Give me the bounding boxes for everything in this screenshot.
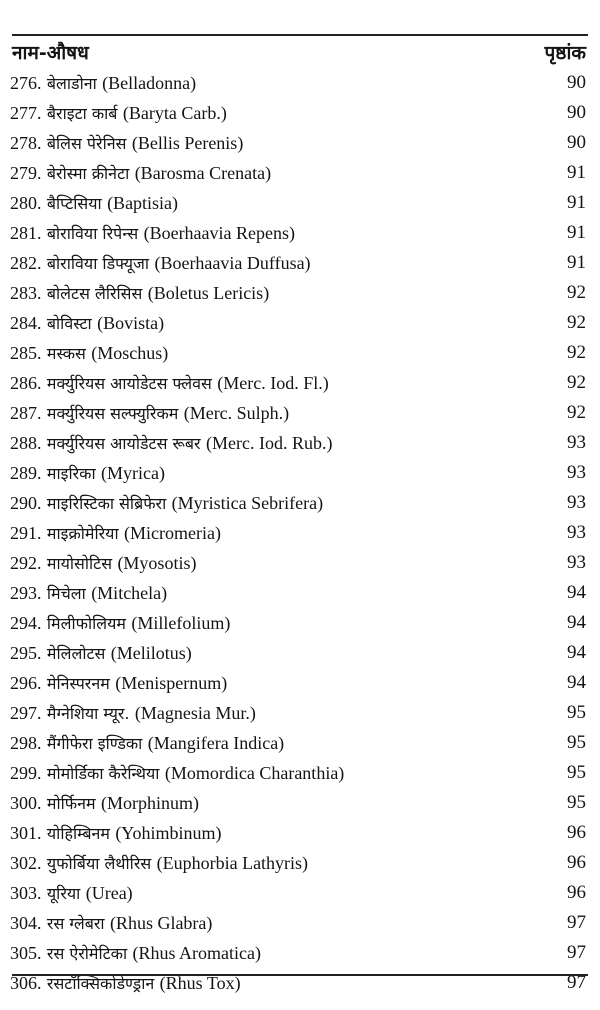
list-item — [10, 398, 586, 428]
entry-text — [10, 222, 295, 244]
page-number: 97 — [567, 972, 586, 993]
list-item — [10, 68, 586, 98]
entry-number: 287. — [10, 403, 42, 423]
list-item — [10, 428, 586, 458]
remedy-name-hindi: माइरिका — [46, 464, 96, 483]
page-column-header: पृष्ठांक — [544, 42, 586, 64]
list-item — [10, 368, 586, 398]
entry-number: 303. — [10, 883, 42, 903]
remedy-name-latin: (Merc. Iod. Rub.) — [206, 433, 333, 453]
list-item — [10, 308, 586, 338]
remedy-name-latin: (Barosma Crenata) — [134, 163, 272, 183]
remedy-name-hindi: बेरोस्मा क्रीनेटा — [46, 164, 130, 183]
remedy-name-hindi: मस्कस — [46, 344, 86, 363]
table-header — [12, 38, 586, 66]
page-number: 93 — [567, 432, 586, 453]
entry-number: 286. — [10, 373, 42, 393]
entry-text — [10, 822, 222, 844]
entry-text — [10, 402, 289, 424]
remedy-name-hindi: मर्क्युरियस आयोडेटस फ्लेवस — [46, 374, 212, 393]
entry-text — [10, 912, 212, 934]
remedy-name-latin: (Momordica Charanthia) — [164, 763, 345, 783]
entry-text — [10, 462, 165, 484]
entry-text — [10, 432, 332, 454]
entry-number: 278. — [10, 133, 42, 153]
entry-text — [10, 522, 221, 544]
list-item — [10, 188, 586, 218]
entry-number: 305. — [10, 943, 42, 963]
remedy-name-hindi: बैराइटा कार्ब — [46, 104, 118, 123]
list-item — [10, 728, 586, 758]
remedy-name-hindi: मेलिलोटस — [46, 644, 106, 663]
list-item — [10, 458, 586, 488]
remedy-name-hindi: रसटॉक्सिकोडेण्ड्रान — [46, 974, 155, 993]
page-number: 96 — [567, 882, 586, 903]
page-number: 92 — [567, 282, 586, 303]
entry-text — [10, 792, 199, 814]
entry-text — [10, 882, 133, 904]
page-number: 95 — [567, 732, 586, 753]
page-number: 91 — [567, 162, 586, 183]
entry-text — [10, 672, 227, 694]
entry-text — [10, 312, 164, 334]
entry-text — [10, 552, 196, 574]
remedy-name-latin: (Moschus) — [91, 343, 169, 363]
page-number: 97 — [567, 942, 586, 963]
entry-number: 302. — [10, 853, 42, 873]
page-number: 96 — [567, 852, 586, 873]
remedy-name-hindi: मैग्नेशिया म्यूर. — [46, 704, 130, 723]
entry-text — [10, 762, 344, 784]
list-item — [10, 638, 586, 668]
top-rule — [12, 34, 588, 36]
remedy-name-latin: (Merc. Sulph.) — [183, 403, 290, 423]
remedy-name-hindi: मोर्फिनम — [46, 794, 96, 813]
entry-number: 284. — [10, 313, 42, 333]
remedy-name-latin: (Merc. Iod. Fl.) — [217, 373, 329, 393]
remedy-name-hindi: युफोर्बिया लैथीरिस — [46, 854, 152, 873]
page-number: 92 — [567, 312, 586, 333]
remedy-name-latin: (Mangifera Indica) — [147, 733, 285, 753]
page-number: 97 — [567, 912, 586, 933]
index-list — [10, 68, 586, 998]
remedy-name-hindi: माइरिस्टिका सेब्रिफेरा — [46, 494, 167, 513]
page-number: 90 — [567, 132, 586, 153]
entry-number: 301. — [10, 823, 42, 843]
remedy-name-hindi: मर्क्युरियस आयोडेटस रूबर — [46, 434, 201, 453]
entry-number: 285. — [10, 343, 42, 363]
entry-number: 283. — [10, 283, 42, 303]
entry-number: 276. — [10, 73, 42, 93]
entry-text — [10, 582, 167, 604]
remedy-name-latin: (Yohimbinum) — [115, 823, 222, 843]
remedy-name-latin: (Millefolium) — [131, 613, 231, 633]
list-item — [10, 668, 586, 698]
list-item — [10, 698, 586, 728]
entry-text — [10, 192, 178, 214]
page-number: 94 — [567, 582, 586, 603]
remedy-name-latin: (Baryta Carb.) — [122, 103, 227, 123]
page-number: 95 — [567, 702, 586, 723]
remedy-name-latin: (Melilotus) — [110, 643, 192, 663]
remedy-name-latin: (Boerhaavia Duffusa) — [154, 253, 311, 273]
remedy-name-hindi: मोमोर्डिका कैरेन्थिया — [46, 764, 160, 783]
list-item — [10, 98, 586, 128]
entry-number: 297. — [10, 703, 42, 723]
entry-number: 289. — [10, 463, 42, 483]
page-number: 93 — [567, 522, 586, 543]
remedy-name-hindi: योहिम्बिनम — [46, 824, 110, 843]
list-item — [10, 908, 586, 938]
entry-text — [10, 732, 284, 754]
remedy-name-latin: (Boerhaavia Repens) — [143, 223, 296, 243]
remedy-name-hindi: बोराविया रिपेन्स — [46, 224, 139, 243]
page-number: 94 — [567, 672, 586, 693]
page-number: 92 — [567, 402, 586, 423]
page-number: 91 — [567, 222, 586, 243]
entry-number: 291. — [10, 523, 42, 543]
entry-number: 279. — [10, 163, 42, 183]
list-item — [10, 938, 586, 968]
page-number: 93 — [567, 552, 586, 573]
entry-text — [10, 132, 243, 154]
page-number: 94 — [567, 612, 586, 633]
page-number: 90 — [567, 72, 586, 93]
page-number: 93 — [567, 492, 586, 513]
remedy-name-latin: (Micromeria) — [124, 523, 221, 543]
list-item — [10, 758, 586, 788]
remedy-name-latin: (Rhus Glabra) — [109, 913, 213, 933]
list-item — [10, 518, 586, 548]
page-number: 92 — [567, 342, 586, 363]
entry-number: 293. — [10, 583, 42, 603]
list-item — [10, 878, 586, 908]
entry-number: 300. — [10, 793, 42, 813]
remedy-name-hindi: मेनिस्परनम — [46, 674, 110, 693]
entry-number: 290. — [10, 493, 42, 513]
remedy-name-hindi: बेलाडोना — [46, 74, 97, 93]
entry-text — [10, 342, 168, 364]
remedy-name-hindi: बैप्टिसिया — [46, 194, 102, 213]
entry-text — [10, 642, 192, 664]
list-item — [10, 488, 586, 518]
entry-text — [10, 852, 308, 874]
entry-text — [10, 102, 227, 124]
list-item — [10, 158, 586, 188]
remedy-name-latin: (Bellis Perenis) — [131, 133, 244, 153]
remedy-name-latin: (Urea) — [85, 883, 133, 903]
entry-text — [10, 612, 230, 634]
remedy-name-hindi: बोराविया डिफ्यूजा — [46, 254, 150, 273]
page-number: 93 — [567, 462, 586, 483]
entry-number: 282. — [10, 253, 42, 273]
remedy-name-hindi: यूरिया — [46, 884, 81, 903]
remedy-name-latin: (Rhus Aromatica) — [132, 943, 261, 963]
entry-number: 294. — [10, 613, 42, 633]
entry-number: 288. — [10, 433, 42, 453]
entry-number: 299. — [10, 763, 42, 783]
remedy-name-latin: (Magnesia Mur.) — [134, 703, 256, 723]
remedy-name-hindi: बोविस्टा — [46, 314, 92, 333]
remedy-name-latin: (Morphinum) — [100, 793, 199, 813]
entry-number: 306. — [10, 973, 42, 993]
entry-text — [10, 252, 311, 274]
list-item — [10, 968, 586, 998]
entry-number: 296. — [10, 673, 42, 693]
page-number: 92 — [567, 372, 586, 393]
list-item — [10, 548, 586, 578]
list-item — [10, 788, 586, 818]
remedy-name-latin: (Mitchela) — [91, 583, 168, 603]
entry-text — [10, 702, 256, 724]
remedy-name-hindi: बोलेटस लैरिसिस — [46, 284, 143, 303]
entry-text — [10, 282, 269, 304]
remedy-name-hindi: मर्क्युरियस सल्फ्युरिकम — [46, 404, 179, 423]
remedy-name-latin: (Boletus Lericis) — [147, 283, 270, 303]
remedy-name-latin: (Rhus Tox) — [159, 973, 241, 993]
remedy-name-latin: (Belladonna) — [102, 73, 197, 93]
page-number: 95 — [567, 792, 586, 813]
page-number: 91 — [567, 252, 586, 273]
list-item — [10, 278, 586, 308]
page-number: 90 — [567, 102, 586, 123]
remedy-name-hindi: मिलीफोलियम — [46, 614, 126, 633]
remedy-name-latin: (Bovista) — [97, 313, 165, 333]
entry-text — [10, 942, 261, 964]
list-item — [10, 218, 586, 248]
entry-number: 280. — [10, 193, 42, 213]
remedy-name-latin: (Myosotis) — [117, 553, 197, 573]
entry-number: 281. — [10, 223, 42, 243]
list-item — [10, 818, 586, 848]
remedy-name-latin: (Myrica) — [101, 463, 165, 483]
entry-number: 292. — [10, 553, 42, 573]
list-item — [10, 338, 586, 368]
remedy-name-hindi: रस ऐरोमेटिका — [46, 944, 128, 963]
page-number: 95 — [567, 762, 586, 783]
page-number: 94 — [567, 642, 586, 663]
list-item — [10, 848, 586, 878]
entry-text — [10, 72, 196, 94]
entry-number: 295. — [10, 643, 42, 663]
name-column-header: नाम-औषध — [12, 42, 89, 64]
remedy-name-hindi: बेलिस पेरेनिस — [46, 134, 127, 153]
entry-text — [10, 162, 271, 184]
bottom-rule — [12, 974, 588, 976]
list-item — [10, 608, 586, 638]
entry-text — [10, 372, 329, 394]
remedy-name-latin: (Euphorbia Lathyris) — [156, 853, 309, 873]
entry-text — [10, 492, 323, 514]
remedy-name-latin: (Menispernum) — [115, 673, 228, 693]
remedy-name-latin: (Baptisia) — [107, 193, 179, 213]
remedy-name-latin: (Myristica Sebrifera) — [171, 493, 324, 513]
remedy-name-hindi: रस ग्लेबरा — [46, 914, 105, 933]
list-item — [10, 578, 586, 608]
list-item — [10, 248, 586, 278]
entry-number: 298. — [10, 733, 42, 753]
remedy-name-hindi: मिचेला — [46, 584, 86, 603]
page-number: 91 — [567, 192, 586, 213]
page-number: 96 — [567, 822, 586, 843]
remedy-name-hindi: मायोसोटिस — [46, 554, 113, 573]
entry-number: 277. — [10, 103, 42, 123]
remedy-name-hindi: मैंगीफेरा इण्डिका — [46, 734, 143, 753]
list-item — [10, 128, 586, 158]
entry-number: 304. — [10, 913, 42, 933]
remedy-name-hindi: माइक्रोमेरिया — [46, 524, 119, 543]
